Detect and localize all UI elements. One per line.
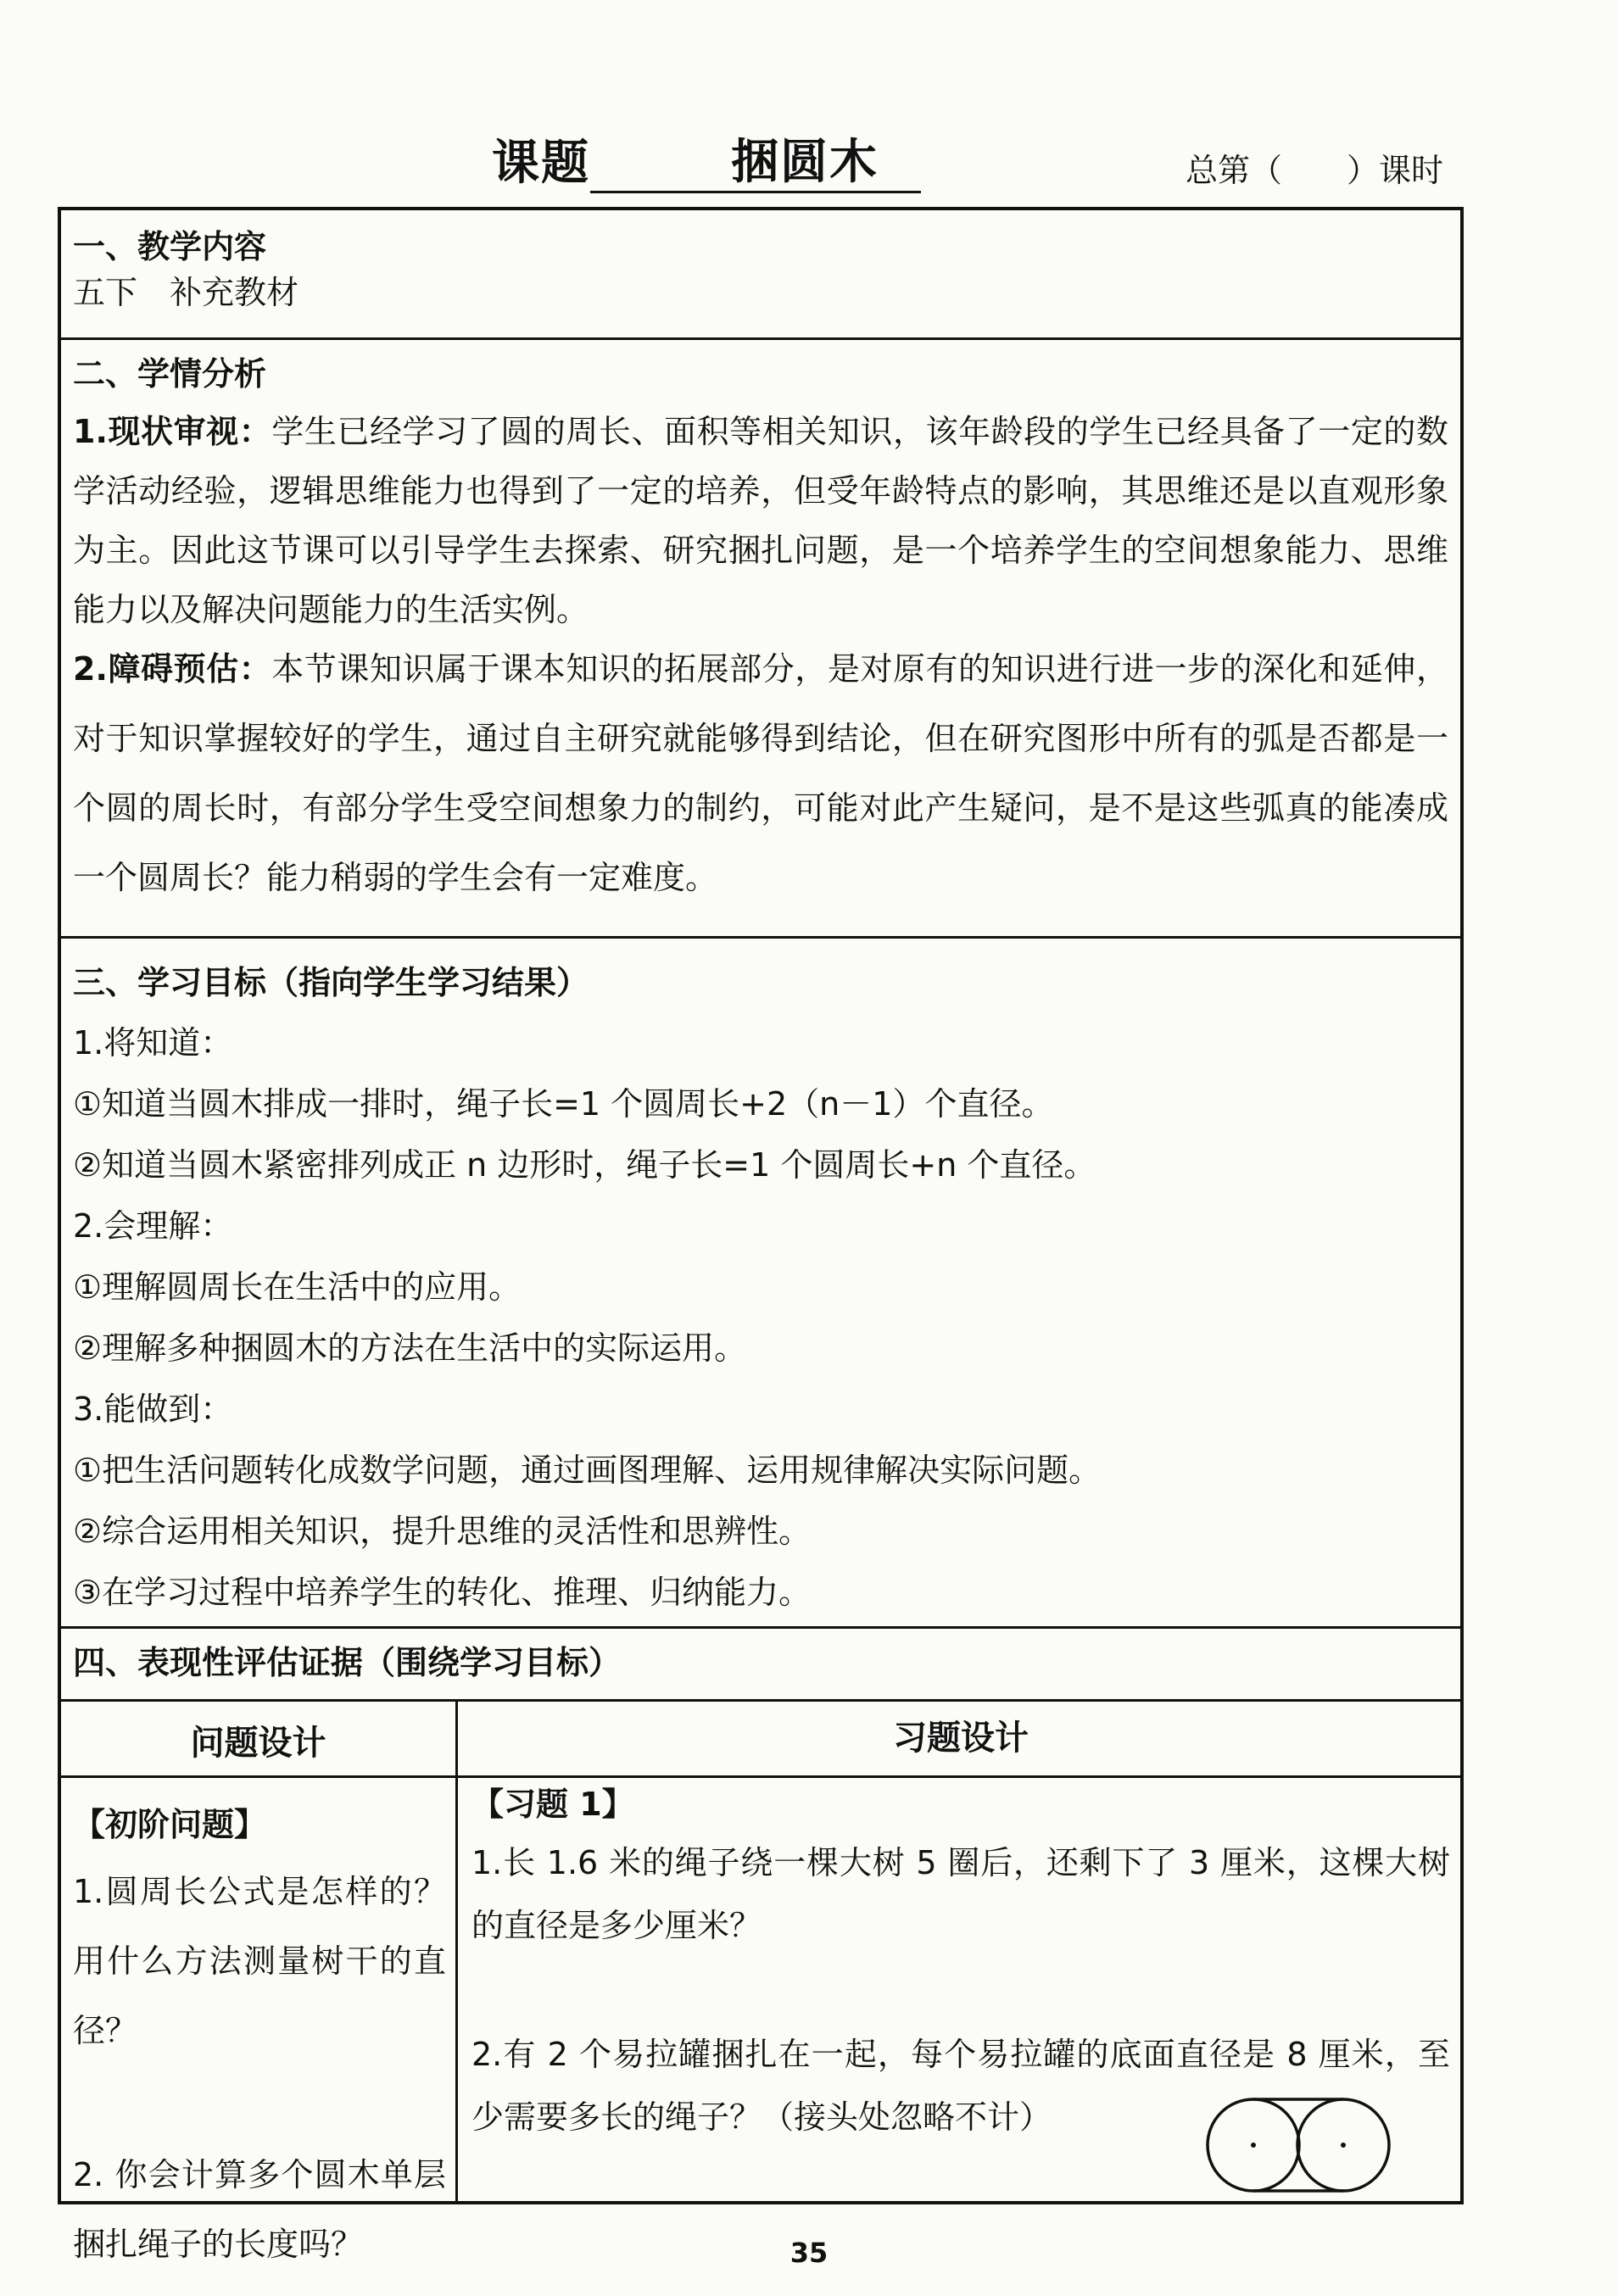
section-heading: 三、学习目标（指向学生学习结果）	[73, 964, 589, 1001]
center-dot-right	[1341, 2143, 1346, 2148]
exercise-1: 1.长 1.6 米的绳子绕一棵大树 5 圈后，还剩下了 3 厘米，这棵大树的直径是多少厘米？	[471, 1844, 1450, 1944]
section-assessment	[73, 1635, 1448, 1691]
goal-line: ①知道当圆木排成一排时，绳子长=1 个圆周长+2（n－1）个直径。	[73, 1085, 1054, 1123]
section-heading: 二、学情分析	[73, 355, 267, 393]
goal-line: 2.会理解：	[73, 1207, 233, 1245]
section-teaching-content	[73, 224, 1448, 315]
title-label: 课题	[492, 136, 590, 191]
center-dot-left	[1251, 2143, 1256, 2148]
paragraph-lead: 1.现状审视：	[73, 413, 272, 450]
exercise-2: 2.有 2 个易拉罐捆扎在一起，每个易拉罐的底面直径是 8 厘米，至少需要多长的绳子？（接头处忽略不计）	[471, 2036, 1450, 2136]
title-value: 捆圆木	[590, 135, 921, 193]
goal-line: 3.能做到：	[73, 1390, 233, 1428]
column-header-exercises: 习题设计	[893, 1719, 1029, 1758]
row-divider	[61, 1626, 1460, 1629]
row-divider	[61, 936, 1460, 939]
paragraph-text: 学生已经学习了圆的周长、面积等相关知识，该年龄段的学生已经具备了一定的数学活动经验，逻辑思维能力也得到了一定的培养，但受年龄特点的影响，其思维还是以直观形象为主。因此这节课可以引导学生去探索、研究捆扎问题，是一个培养学生的空间想象能力、思维能力以及解决问题能力的生活实例。	[73, 413, 1448, 628]
exercise-tag: 【习题 1】	[471, 1786, 634, 1823]
goal-line: ②理解多种捆圆木的方法在生活中的实际运用。	[73, 1329, 747, 1367]
section-learning-goals	[73, 953, 1448, 1623]
goal-line: 1.将知道：	[73, 1024, 233, 1062]
section-heading: 一、教学内容	[73, 228, 267, 265]
question-2: 2. 你会计算多个圆木单层捆扎绳子的长度吗？	[73, 2156, 446, 2263]
goal-line: ②综合运用相关知识，提升思维的灵活性和思辨性。	[73, 1513, 812, 1550]
row-divider	[61, 1699, 1460, 1702]
question-1: 1.圆周长公式是怎样的？用什么方法测量树干的直径？	[73, 1873, 446, 2049]
section-student-analysis	[73, 351, 1448, 912]
section-text: 五下 补充教材	[73, 274, 299, 311]
column-header-questions: 问题设计	[190, 1724, 326, 1763]
paragraph-text: 本节课知识属于课本知识的拓展部分，是对原有的知识进行进一步的深化和延伸，对于知识掌握较好的学生，通过自主研究就能够得到结论，但在研究图形中所有的弧是否都是一个圆的周长时，有部分学生受空间想象力的制约，可能对此产生疑问，是不是这些弧真的能凑成一个圆周长？能力稍弱的学生会有一定难度。	[73, 650, 1448, 896]
question-tag: 【初阶问题】	[73, 1806, 267, 1843]
page-title	[492, 125, 921, 193]
page-number: 35	[789, 2237, 829, 2269]
analysis-paragraph-2	[73, 634, 1448, 912]
question-design-cell	[73, 1792, 446, 2279]
goal-line: ①理解圆周长在生活中的应用。	[73, 1268, 522, 1306]
lesson-count: 总第（ ）课时	[1186, 152, 1444, 189]
goal-line: ②知道当圆木紧密排列成正 n 边形时，绳子长=1 个圆周长+n 个直径。	[73, 1146, 1096, 1184]
goal-line: ①把生活问题转化成数学问题，通过画图理解、运用规律解决实际问题。	[73, 1452, 1102, 1489]
two-cans-diagram	[1202, 2093, 1398, 2198]
section-heading: 四、表现性评估证据（围绕学习目标）	[73, 1644, 622, 1681]
paragraph-lead: 2.障碍预估：	[73, 650, 272, 688]
row-divider	[61, 337, 1460, 340]
analysis-paragraph-1	[73, 402, 1448, 639]
goal-line: ③在学习过程中培养学生的转化、推理、归纳能力。	[73, 1574, 812, 1611]
column-divider	[455, 1699, 458, 2201]
